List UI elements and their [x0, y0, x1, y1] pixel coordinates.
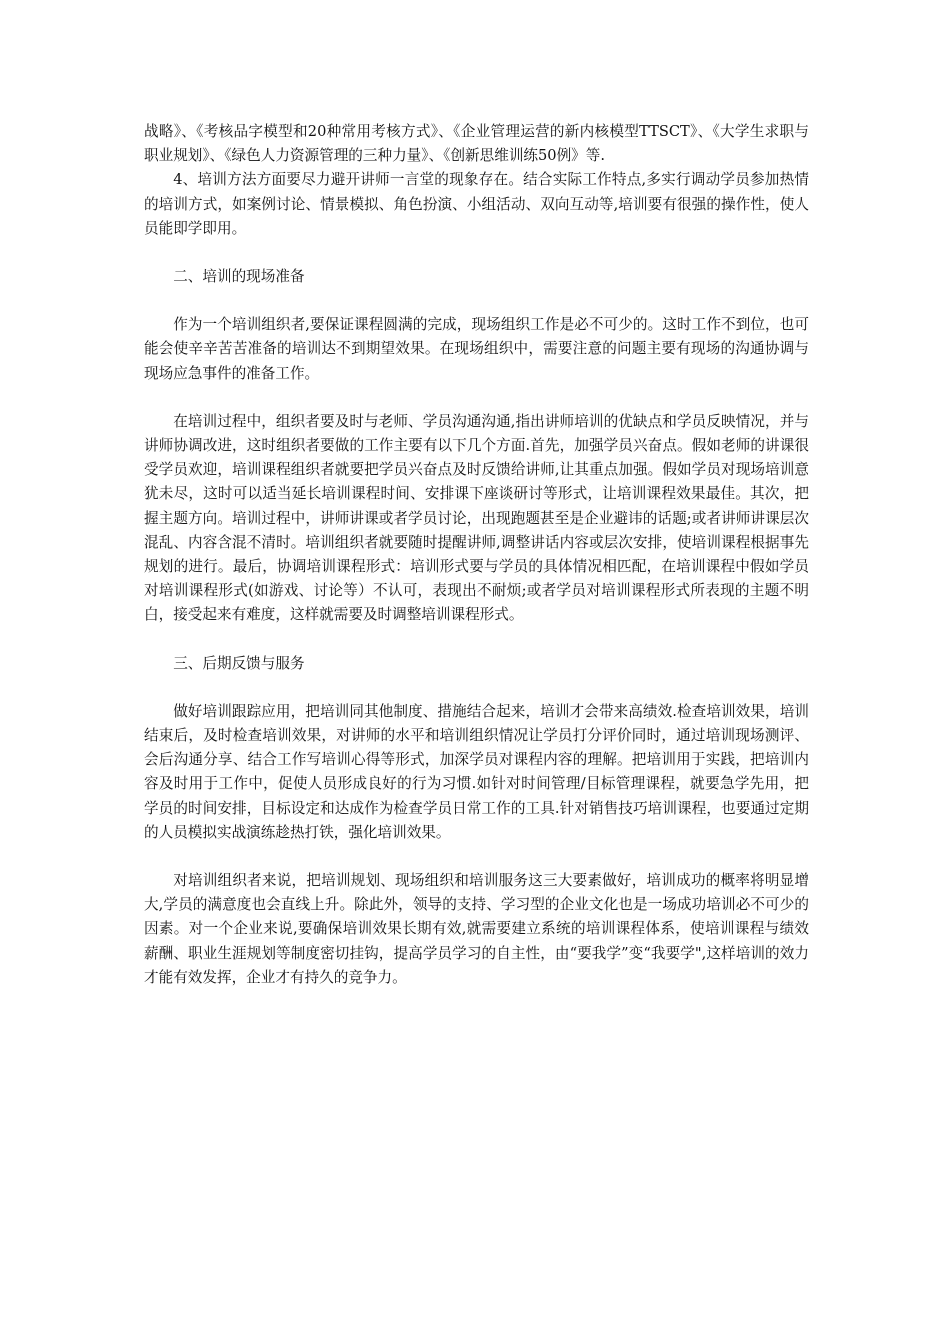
paragraph-book-list: 战略》、《考核品字模型和20种常用考核方式》、《企业管理运营的新内核模型TTSCT》、《大学生求职与职业规划》、《绿色人力资源管理的三种力量》、《创新思维训练50例》等.: [144, 123, 809, 165]
paragraph-training-process: 在培训过程中，组织者要及时与老师、学员沟通沟通,指出讲师培训的优缺点和学员反映情况，并与讲师协调改进，这时组织者要做的工作主要有以下几个方面.首先，加强学员兴奋点。假如老师的讲课很受学员欢迎，培训课程组织者就要把学员兴奋点及时反馈给讲师,让其重点加强。假如学员对现场培训意犹未尽，这时可以适当延长培训课程时间、安排课下座谈研讨等形式，让培训课程效果最佳。其次，把握主题方向。培训过程中，讲师讲课或者学员讨论，出现跑题甚至是企业避讳的话题;或者讲师讲课层次混乱、内容含混不清时。培训组织者就要随时提醒讲师,调整讲话内容或层次安排，使培训课程根据事先规划的进行。最后，协调培训课程形式：培训形式要与学员的具体情况相匹配，在培训课程中假如学员对培训课程形式(如游戏、讨论等）不认可，表现出不耐烦;或者学员对培训课程形式所表现的主题不明白，接受起来有难度，这样就需要及时调整培训课程形式。: [144, 412, 809, 624]
paragraph-onsite-organization: 作为一个培训组织者,要保证课程圆满的完成，现场组织工作是必不可少的。这时工作不到位，也可能会使辛辛苦苦准备的培训达不到期望效果。在现场组织中，需要注意的问题主要有现场的沟通协调与现场应急事件的准备工作。: [144, 316, 809, 382]
section-heading-onsite-preparation: 二、培训的现场准备: [173, 268, 305, 286]
document-page: [144, 120, 809, 990]
paragraph-follow-up: 做好培训跟踪应用，把培训同其他制度、措施结合起来，培训才会带来高绩效.检查培训效果，培训结束后，及时检查培训效果，对讲师的水平和培训组织情况让学员打分评价同时，通过培训现场测评、会后沟通分享、结合工作写培训心得等形式，加深学员对课程内容的理解。把培训用于实践，把培训内容及时用于工作中，促使人员形成良好的行为习惯.如针对时间管理/目标管理课程，就要急学先用，把学员的时间安排，目标设定和达成作为检查学员日常工作的工具.针对销售技巧培训课程，也要通过定期的人员模拟实战演练趁热打铁，强化培训效果。: [144, 702, 809, 841]
paragraph-conclusion: 对培训组织者来说，把培训规划、现场组织和培训服务这三大要素做好，培训成功的概率将明显增大,学员的满意度也会直线上升。除此外，领导的支持、学习型的企业文化也是一场成功培训必不可少的因素。对一个企业来说,要确保培训效果长期有效,就需要建立系统的培训课程体系，使培训课程与绩效薪酬、职业生涯规划等制度密切挂钩，提高学员学习的自主性，由“要我学”变“我要学",这样培训的效力才能有效发挥，企业才有持久的竞争力。: [144, 872, 809, 986]
section-heading-feedback-service: 三、后期反馈与服务: [173, 654, 305, 672]
paragraph-training-methods: 4、培训方法方面要尽力避开讲师一言堂的现象存在。结合实际工作特点,多实行调动学员参加热情的培训方式，如案例讨论、情景模拟、角色扮演、小组活动、双向互动等,培训要有很强的操作性，使人员能即学即用。: [144, 171, 809, 237]
